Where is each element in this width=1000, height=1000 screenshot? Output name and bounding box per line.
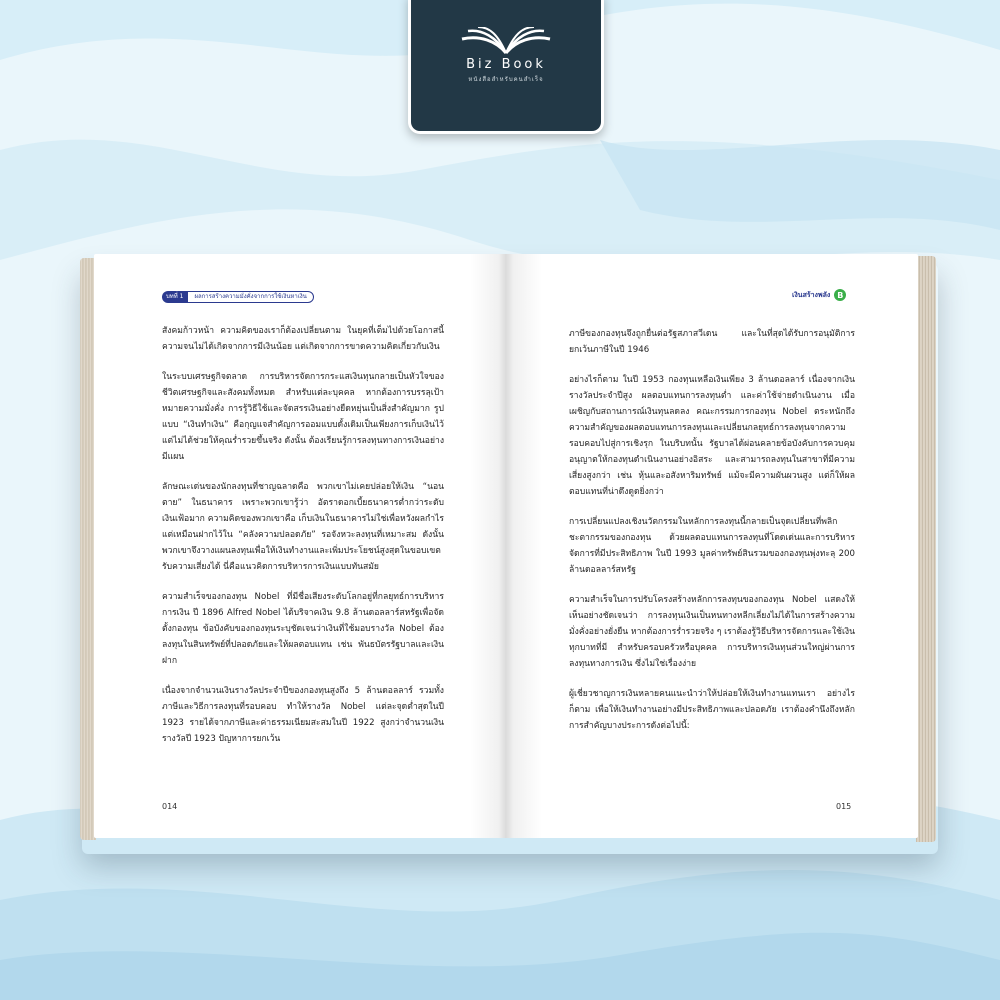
paragraph: เนื่องจากจำนวนเงินรางวัลประจำปีของกองทุนสูงถึง 5 ล้านดอลลาร์ รวมทั้งภาษีและวิธีการลงทุนที่รอบคอบ ทำให้รางวัล Nobel แต่ละจุดต่ำสุดในปี 1923 รายได้จากภาษีและค่าธรรมเนียมสะสมในปี 1922 สูงกว่าจำนวนเงินรางวัลปี 1923 ปัญหาการยกเว้น <box>162 686 444 744</box>
paragraph: ในระบบเศรษฐกิจตลาด การบริหารจัดการกระแสเงินทุนกลายเป็นหัวใจของชีวิตเศรษฐกิจและสังคมทั้งหมด สำหรับแต่ละบุคคล หากต้องการบรรลุเป้าหมายความมั่งคั่ง การรู้วิธีใช้และจัดสรรเงินอย่างยืดหยุ่นเป็นสิ่งสำคัญมาก รูปแบบ “เงินทำเงิน” คือกุญแจสำคัญการออมแบบดั้งเดิมเป็นเพียงการเก็บเงินไว้ แต่ไม่ได้ช่วยให้คุณร่ำรวยขึ้นจริง ดังนั้น ต้องเรียนรู้การลงทุนทางการเงินอย่างมีแผน <box>162 372 445 462</box>
open-book-icon <box>458 27 554 55</box>
page-edges-right <box>916 256 936 842</box>
chapter-title: ผลการสร้างความมั่งคั่งจากการใช้เงินหาเงิน <box>187 291 313 303</box>
paragraph: สังคมก้าวหน้า ความคิดของเราก็ต้องเปลี่ยนตาม ในยุคที่เต็มไปด้วยโอกาสนี้ ความจนไม่ได้เกิดจากการมีเงินน้อย แต่เกิดจากการขาดความคิดเกี่ยวกับเงิน <box>162 326 444 352</box>
biz-book-logo <box>408 0 604 134</box>
logo-subtitle: หนังสือสำหรับคนสำเร็จ <box>468 76 544 83</box>
paragraph: ความสำเร็จของกองทุน Nobel ที่มีชื่อเสียงระดับโลกอยู่ที่กลยุทธ์การบริหารการเงิน ปี 1896 Alfred Nobel ได้บริจาคเงิน 9.8 ล้านดอลลาร์สหรัฐเพื่อจัดตั้งกองทุน ข้อบังคับของกองทุนระบุชัดเจนว่าเงินที่ใช้มอบรางวัล Nobel ต้องลงทุนในสินทรัพย์ที่ปลอดภัยและให้ผลตอบแทน เช่น พันธบัตรรัฐบาลและเงินฝาก <box>162 592 444 666</box>
paragraph: ภาษีของกองทุนจึงถูกยื่นต่อรัฐสภาสวีเดน และในที่สุดได้รับการอนุมัติการยกเว้นภาษีในปี 1946 <box>569 329 855 355</box>
paragraph: อย่างไรก็ตาม ในปี 1953 กองทุนเหลือเงินเพียง 3 ล้านดอลลาร์ เนื่องจากเงินรางวัลประจำปีสูง ผลตอบแทนการลงทุนต่ำ และค่าใช้จ่ายดำเนินงาน เมื่อเผชิญกับสถานการณ์เงินทุนลดลง คณะกรรมการกองทุน Nobel ตระหนักถึงความสำคัญของผลตอบแทนการลงทุนและเปลี่ยนกลยุทธ์การลงทุนจากความรอบคอบไปสู่การเชิงรุก ในบริบทนั้น รัฐบาลได้ผ่อนคลายข้อบังคับการควบคุมอนุญาตให้กองทุนดำเนินงานอย่างอิสระ และสามารถลงทุนในสาขาที่มีความเสี่ยงสูงกว่า เช่น หุ้นและอสังหาริมทรัพย์ แม้จะมีความผันผวนสูง แต่ก็ให้ผลตอบแทนที่น่าดึงดูดยิ่งกว่า <box>569 375 855 497</box>
page-number-right: 015 <box>836 802 852 811</box>
right-page-header <box>792 289 846 301</box>
chapter-tag: บทที่ 1 <box>162 291 187 303</box>
left-page-text <box>162 323 444 761</box>
paragraph: ลักษณะเด่นของนักลงทุนที่ชาญฉลาดคือ พวกเขาไม่เคยปล่อยให้เงิน “นอนตาย” ในธนาคาร เพราะพวกเขารู้ว่า อัตราดอกเบี้ยธนาคารต่ำกว่าระดับเงินเฟ้อมาก ความคิดของพวกเขาคือ เก็บเงินในธนาคารไม่ใช่เพื่อหวังผลกำไร แต่เหมือนฝากไว้ใน “คลังความปลอดภัย” รอจังหวะลงทุนที่เหมาะสม ดังนั้น พวกเขาจึงวางแผนลงทุนเพื่อให้เงินทำงานและเพิ่มประโยชน์สูงสุดในขอบเขตรับความเสี่ยงได้ นี่คือแนวคิดการบริหารการเงินแบบทันสมัย <box>162 482 444 572</box>
series-label: เงินสร้างพลัง <box>792 290 831 299</box>
b-badge-icon: B <box>834 289 846 301</box>
right-page-text <box>569 326 855 748</box>
paragraph: ความสำเร็จในการปรับโครงสร้างหลักการลงทุนของกองทุน Nobel แสดงให้เห็นอย่างชัดเจนว่า การลงทุนเงินเป็นหนทางหลีกเลี่ยงไม่ได้ในการสร้างความมั่งคั่งอย่างยั่งยืน หากต้องการร่ำรวยจริง ๆ เราต้องรู้วิธีบริหารจัดการและใช้เงินทุกบาทที่มี สำหรับครอบครัวหรือบุคคล การบริหารเงินทุนส่วนใหญ่ผ่านการลงทุนทางการเงิน ซึ่งไม่ใช่เรื่องง่าย <box>569 595 855 669</box>
logo-title: Biz Book <box>466 57 546 72</box>
paragraph: การเปลี่ยนแปลงเชิงนวัตกรรมในหลักการลงทุนนี้กลายเป็นจุดเปลี่ยนที่พลิกชะตากรรมของกองทุน ด้วยผลตอบแทนการลงทุนที่โดดเด่นและการบริหารจัดการที่มีประสิทธิภาพ ในปี 1993 มูลค่าทรัพย์สินรวมของกองทุนพุ่งทะลุ 200 ล้านดอลลาร์สหรัฐ <box>569 517 855 575</box>
left-page-header <box>162 290 314 303</box>
paragraph: ผู้เชี่ยวชาญการเงินหลายคนแนะนำว่าให้ปล่อยให้เงินทำงานแทนเรา อย่างไรก็ตาม เพื่อให้เงินทำงานอย่างมีประสิทธิภาพและปลอดภัย เราต้องคำนึงถึงหลักการสำคัญบางประการดังต่อไปนี้: <box>569 689 855 731</box>
page-number-left: 014 <box>162 802 178 811</box>
